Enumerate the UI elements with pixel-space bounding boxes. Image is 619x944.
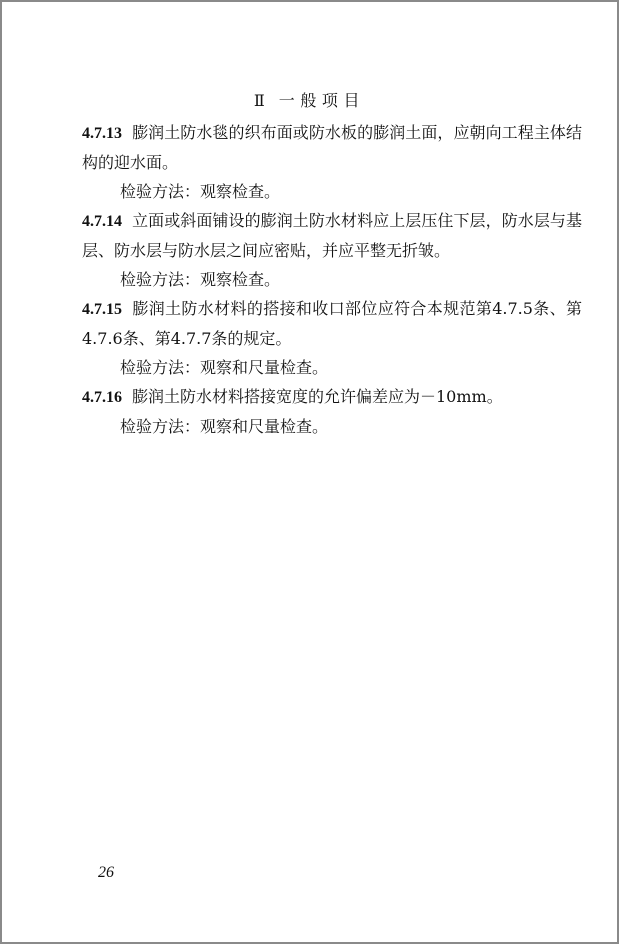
clause-text: 膨润土防水材料搭接宽度的允许偏差应为－10mm。 (132, 387, 503, 406)
clause-number: 4.7.14 (82, 213, 122, 230)
inspection-method: 检验方法：观察和尺量检查。 (120, 417, 329, 436)
page-number: 26 (98, 864, 114, 881)
clause-text: 膨润土防水材料的搭接和收口部位应符合本规范第4.7.5条、第4.7.6条、第4.7.7条的规定。 (82, 299, 582, 348)
clause-4-7-16 (82, 382, 582, 412)
inspection-method: 检验方法：观察检查。 (120, 182, 281, 201)
clause-4-7-15 (82, 294, 582, 353)
clause-number: 4.7.16 (82, 389, 122, 406)
clause-number: 4.7.15 (82, 301, 122, 318)
section-heading (2, 88, 617, 111)
inspection-method: 检验方法：观察和尺量检查。 (120, 358, 329, 377)
clause-4-7-13 (82, 118, 582, 177)
clause-list (82, 118, 582, 441)
clause-text: 膨润土防水毯的织布面或防水板的膨润土面，应朝向工程主体结构的迎水面。 (82, 123, 582, 172)
clause-text: 立面或斜面铺设的膨润土防水材料应上层压住下层，防水层与基层、防水层与防水层之间应密贴，并应平整无折皱。 (82, 211, 582, 260)
clause-number: 4.7.13 (82, 125, 122, 142)
section-title: 一般项目 (278, 91, 366, 110)
section-roman-numeral: Ⅱ (253, 91, 265, 110)
inspection-method: 检验方法：观察检查。 (120, 270, 281, 289)
clause-4-7-14 (82, 206, 582, 265)
